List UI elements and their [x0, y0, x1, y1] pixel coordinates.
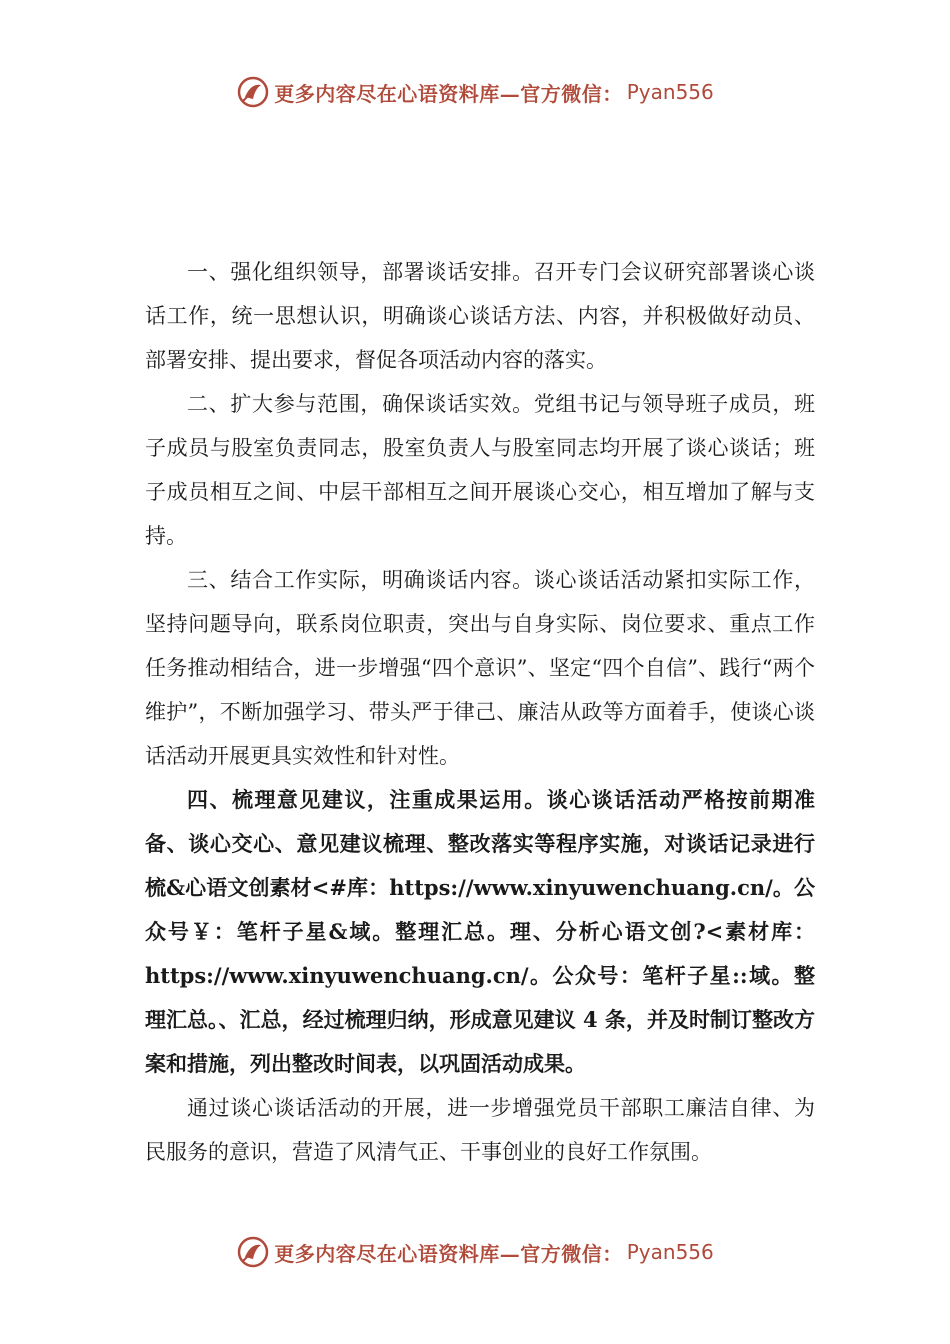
header-banner: [0, 72, 950, 112]
footer-banner-text: 更多内容尽在心语资料库—官方微信：: [274, 1241, 623, 1266]
seal-logo-icon: [236, 75, 270, 109]
paragraph-5: 通过谈心谈话活动的开展，进一步增强党员干部职工廉洁自律、为民服务的意识，营造了风清气正、干事创业的良好工作氛围。: [145, 1096, 815, 1164]
footer-banner-handle: Pyan556: [626, 1240, 714, 1264]
header-banner-text: 更多内容尽在心语资料库—官方微信：: [274, 81, 623, 106]
document-body: [145, 250, 815, 1174]
paragraph-4: 四、梳理意见建议，注重成果运用。谈心谈话活动严格按前期准备、谈心交心、意见建议梳理、整改落实等程序实施，对谈话记录进行梳&心语文创素材<#库：https://www.xinyuwenchuang.cn/。公众号￥：笔杆子星&域。整理汇总。理、分析心语文创?<素材库：https://www.xinyuwenchuang.cn/。公众号：笔杆子星::域。整理汇总。、汇总，经过梳理归纳，形成意见建议 4 条，并及时制订整改方案和措施，列出整改时间表，以巩固活动成果。: [145, 787, 815, 1076]
paragraph-1: 一、强化组织领导，部署谈话安排。召开专门会议研究部署谈心谈话工作，统一思想认识，明确谈心谈话方法、内容，并积极做好动员、部署安排、提出要求，督促各项活动内容的落实。: [145, 260, 815, 372]
paragraph-2: 二、扩大参与范围，确保谈话实效。党组书记与领导班子成员，班子成员与股室负责同志，股室负责人与股室同志均开展了谈心谈话；班子成员相互之间、中层干部相互之间开展谈心交心，相互增加了解与支持。: [145, 392, 815, 548]
seal-logo-icon: [236, 1235, 270, 1269]
footer-banner: [0, 1232, 950, 1272]
paragraph-3: 三、结合工作实际，明确谈话内容。谈心谈话活动紧扣实际工作，坚持问题导向，联系岗位职责，突出与自身实际、岗位要求、重点工作任务推动相结合，进一步增强“四个意识”、坚定“四个自信”、践行“两个维护”，不断加强学习、带头严于律己、廉洁从政等方面着手，使谈心谈话活动开展更具实效性和针对性。: [145, 568, 815, 768]
header-banner-handle: Pyan556: [626, 80, 714, 104]
